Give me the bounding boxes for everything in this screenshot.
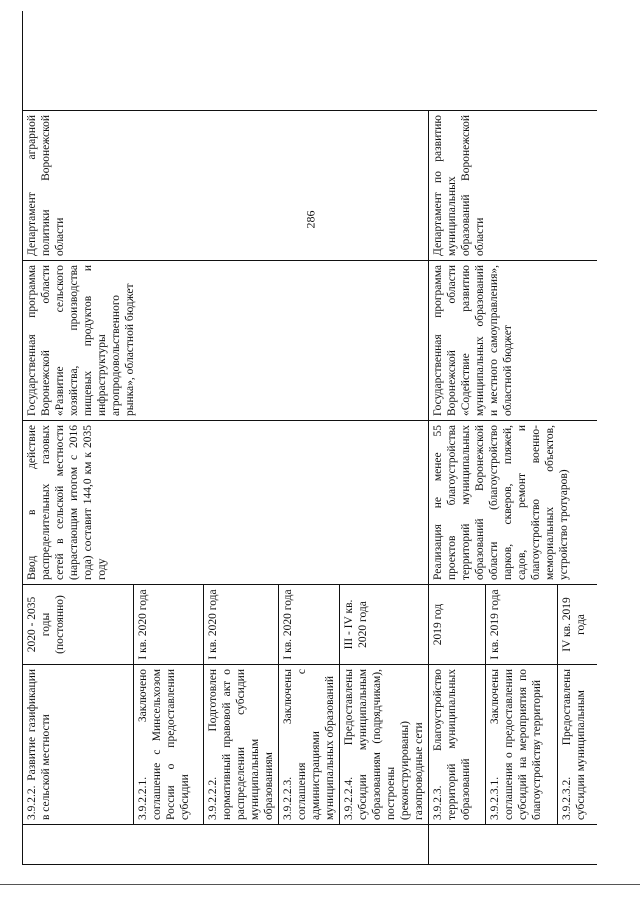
empty-cell [23,825,429,865]
measure-cell: 3.9.2.2.2. Подготовлен нормативный правовой акт о распределении субсидии муниципальным образованиям [204,665,279,825]
table-wrapper [22,11,597,865]
term-cell: 2019 год [429,585,486,665]
measure-cell: 3.9.2.2.3. Заключены соглашения с администрациями муниципальных образований [279,665,340,825]
program-cell: Государственная программа Воронежской области «Развитие сельского хозяйства, производства пищевых продуктов и инфраструктуры агропродовольственного рынка», областной бюджет [23,261,429,421]
term-cell: IV кв. 2019 года [558,585,598,665]
page-bottom-divider [0,884,640,885]
page-number: 286 [303,210,318,229]
measure-cell: 3.9.2.3.2. Предоставлены субсидии муниципальным [558,665,598,825]
measure-cell: 3.9.2.3. Благоустройство территорий муниципальных образований [429,665,486,825]
table-row [429,11,486,865]
measures-table [22,11,597,865]
program-cell: Государственная программа Воронежской области «Содействие развитию муниципальных образований и местного самоуправления», областной бюджет [429,261,598,421]
rotated-table [22,11,597,865]
term-cell: I кв. 2020 года [204,585,279,665]
term-cell: I кв. 2019 года [486,585,558,665]
measure-cell: 3.9.2.3.1. Заключены соглашения о предоставлении субсидий на мероприятия по благоустройству территорий [486,665,558,825]
result-cell: Ввод в действие распределительных газовых сетей в сельской местности (нарастающим итогом с 2016 года) составит 144,0 км к 2035 году [23,421,429,585]
term-cell: I кв. 2020 года [134,585,204,665]
measure-cell: 3.9.2.2.1. Заключено соглашение с Минсельхозом России о предоставлении субсидии [134,665,204,825]
table-row [23,11,134,865]
executor-cell: Департамент аграрной политики Воронежской области [23,111,429,261]
empty-cell [429,825,598,865]
empty-cell [23,11,598,111]
result-cell: Реализация не менее 55 проектов благоустройства территорий муниципальных образований Воронежской области (благоустройство парков, скверов, пляжей, садов, ремонт и благоустройство военно-мемориальных объектов, устройство тротуаров) [429,421,598,585]
term-cell: I кв. 2020 года [279,585,340,665]
measure-cell: 3.9.2.2.4. Предоставлены субсидии муниципальным образованиям (подрядчикам), построены (реконструированы) газопроводные сети [340,665,429,825]
executor-cell: Департамент по развитию муниципальных образований Воронежской области [429,111,598,261]
term-cell: 2020 - 2035 годы (постоянно) [23,585,134,665]
term-cell: III - IV кв. 2020 года [340,585,429,665]
measure-cell: 3.9.2.2. Развитие газификации в сельской местности [23,665,134,825]
